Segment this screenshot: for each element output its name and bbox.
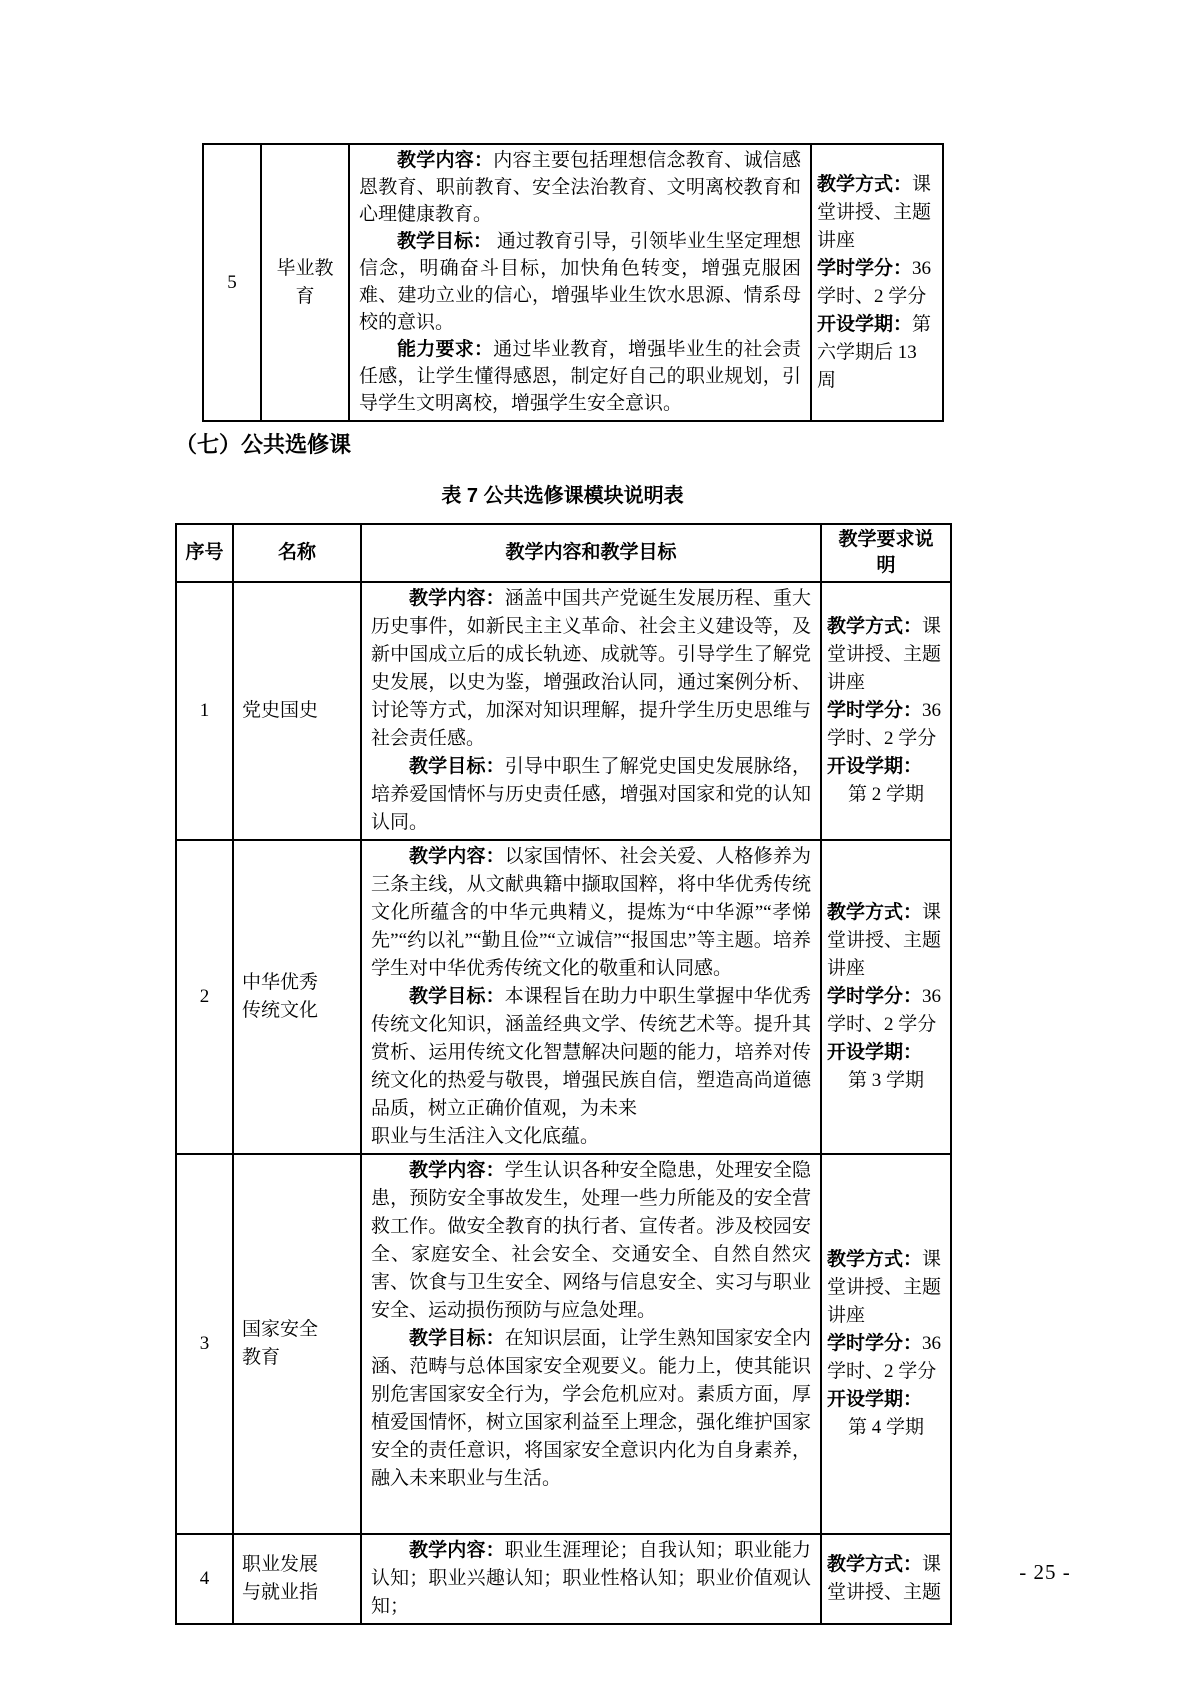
requirement-label: 学时学分： [827,700,923,721]
teaching-content-paragraph [359,147,801,228]
requirement-label: 教学方式： [827,902,923,923]
table-row [203,144,943,421]
teaching-goal-paragraph [359,228,801,336]
table-header-row [176,524,951,582]
semester-value: 第 4 学期 [847,1417,924,1438]
course-requirements-cell [821,1534,951,1624]
continuation-line: 职业与生活注入文化底蕴。 [371,1126,600,1147]
course-content-cell [361,582,821,840]
paragraph-text: 职业生涯理论；自我认知；职业能力认知；职业兴趣认知；职业性格认知；职业价值观认知； [371,1540,811,1617]
paragraph-label: 教学内容： [409,1160,505,1181]
paragraph-text: 内容主要包括理想信念教育、诚信感恩教育、职前教育、安全法治教育、文明离校教育和心理健康教育。 [359,150,801,225]
requirement-label: 学时学分： [827,986,923,1007]
elective-course-table [175,523,952,1625]
paragraph-text: 在知识层面，让学生熟知国家安全内涵、范畴与总体国家安全观要义。能力上，使其能识别危害国家安全行为，学会危机应对。素质方面，厚植爱国情怀，树立国家利益至上理念，强化维护国家安全的责任意识，将国家安全意识内化为自身素养，融入未来职业与生活。 [371,1328,811,1489]
paragraph-label: 教学内容： [409,846,505,867]
teaching-method: 教学方式：课堂讲授、主题 [827,1554,942,1603]
teaching-content-paragraph [371,1537,811,1621]
course-requirements-cell [821,1154,951,1534]
course-requirements-cell [821,840,951,1154]
paragraph-label: 教学内容： [409,1540,505,1561]
paragraph-text: 通过毕业教育，增强毕业生的社会责任感，让学生懂得感恩，制定好自己的职业规划，引导学生文明离校，增强学生安全意识。 [359,339,801,414]
teaching-method: 教学方式：课堂讲授、主题讲座 [817,173,932,251]
header-index: 序号 [176,524,233,582]
paragraph-label: 能力要求： [397,339,494,360]
row-index-cell: 4 [176,1534,233,1624]
header-name: 名称 [233,524,361,582]
teaching-method: 教学方式：课堂讲授、主题讲座 [827,616,942,693]
row-index-cell: 3 [176,1154,233,1534]
section-heading: （七）公共选修课 [175,432,352,457]
teaching-content-paragraph [371,585,811,753]
course-requirements-cell [811,144,943,421]
semester-offered [827,753,945,781]
course-name-cell: 中华优秀传统文化 [233,840,361,1154]
course-name-cell: 毕业教育 [261,144,349,421]
semester-value: 第 2 学期 [847,784,924,805]
hours-credits: 学时学分：36 学时、2 学分 [827,700,942,749]
hours-credits: 学时学分：36 学时、2 学分 [827,1333,942,1382]
semester-value: 第 3 学期 [847,1070,924,1091]
paragraph-text: 以家国情怀、社会关爱、人格修养为三条主线，从文献典籍中撷取国粹，将中华优秀传统文化所蕴含的中华元典精义，提炼为“中华源”“孝悌先”“约以礼”“勤且俭”“立诚信”“报国忠”等主题。培养学生对中华优秀传统文化的敬重和认同感。 [371,846,811,979]
hours-credits: 学时学分：36 学时、2 学分 [817,257,932,307]
teaching-goal-paragraph [371,1325,811,1493]
teaching-goal-paragraph [371,753,811,837]
paragraph-label: 教学内容： [409,588,505,609]
teaching-method: 教学方式：课堂讲授、主题讲座 [827,1249,942,1326]
paragraph-text: 涵盖中国共产党诞生发展历程、重大历史事件，如新民主主义革命、社会主义建设等，及新中国成立后的成长轨迹、成就等。引导学生了解党史发展，以史为鉴，增强政治认同，通过案例分析、讨论等方式，加深对知识理解，提升学生历史思维与社会责任感。 [371,588,811,749]
table7-title: 表 7 公共选修课模块说明表 [441,485,684,507]
requirement-label: 教学方式： [827,1554,923,1575]
teaching-content-paragraph [371,843,811,983]
header-requirement: 教学要求说明 [821,524,951,582]
row-index-cell: 5 [203,144,261,421]
course-name-cell: 党史国史 [233,582,361,840]
requirement-label: 开设学期： [827,756,923,777]
ability-requirement-paragraph [359,336,801,417]
semester-offered: 开设学期：第六学期后 13 周 [817,313,932,391]
requirement-label: 开设学期： [827,1042,923,1063]
requirement-label: 开设学期： [827,1389,923,1410]
paragraph-label: 教学目标： [409,986,505,1007]
graduation-education-table [202,143,944,422]
course-content-cell [361,1534,821,1624]
paragraph-text: 引导中职生了解党史国史发展脉络，培养爱国情怀与历史责任感，增强对国家和党的认知认同。 [371,756,811,833]
page-number: - 25 - [1019,1560,1071,1584]
hours-credits: 学时学分：36 学时、2 学分 [827,986,942,1035]
paragraph-label: 教学目标： [409,756,505,777]
paragraph-label: 教学目标： [397,231,493,252]
course-name-cell: 职业发展与就业指 [233,1534,361,1624]
row-index-cell: 2 [176,840,233,1154]
teaching-content-paragraph [371,1157,811,1325]
table-row [176,1154,951,1534]
requirement-label: 教学方式： [817,173,913,195]
table-row [176,1534,951,1624]
paragraph-text: 通过教育引导，引领毕业生坚定理想信念，明确奋斗目标，加快角色转变，增强克服困难、建功立业的信心，增强毕业生饮水思源、情系母校的意识。 [359,231,801,333]
course-requirements-cell [821,582,951,840]
teaching-goal-paragraph [371,983,811,1123]
requirement-label: 学时学分： [817,257,913,279]
course-content-cell [349,144,811,421]
paragraph-label: 教学目标： [409,1328,505,1349]
course-name-cell: 国家安全教育 [233,1154,361,1534]
paragraph-label: 教学内容： [397,150,494,171]
table-row [176,840,951,1154]
semester-offered [827,1039,945,1067]
requirement-label: 开设学期： [817,313,913,335]
course-content-cell [361,1154,821,1534]
teaching-method: 教学方式：课堂讲授、主题讲座 [827,902,942,979]
paragraph-text: 学生认识各种安全隐患，处理安全隐患，预防安全事故发生，处理一些力所能及的安全营救工作。做安全教育的执行者、宣传者。涉及校园安全、家庭安全、社会安全、交通安全、自然自然灾害、饮食与卫生安全、网络与信息安全、实习与职业安全、运动损伤预防与应急处理。 [371,1160,811,1321]
requirement-label: 学时学分： [827,1333,923,1354]
requirement-label: 教学方式： [827,1249,923,1270]
course-content-cell [361,840,821,1154]
paragraph-text: 本课程旨在助力中职生掌握中华优秀传统文化知识，涵盖经典文学、传统艺术等。提升其赏析、运用传统文化智慧解决问题的能力，培养对传统文化的热爱与敬畏，增强民族自信，塑造高尚道德品质，树立正确价值观，为未来 [371,986,811,1119]
semester-offered [827,1386,945,1414]
row-index-cell: 1 [176,582,233,840]
requirement-label: 教学方式： [827,616,923,637]
header-content: 教学内容和教学目标 [361,524,821,582]
table-row [176,582,951,840]
